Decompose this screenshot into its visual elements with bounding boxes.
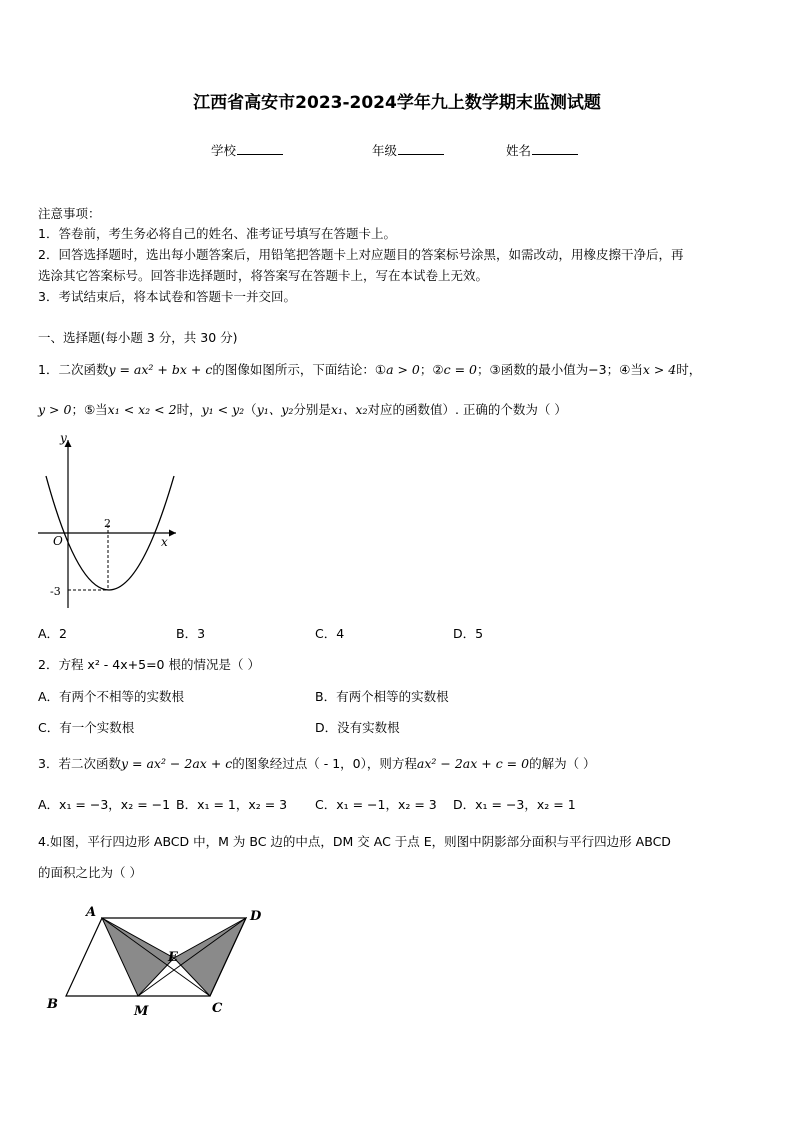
q3-equation: ax² − 2ax + c = 0 (416, 756, 530, 771)
school-label: 学校 (211, 143, 237, 158)
q4-stem-line1: 4.如图，平行四边形 ABCD 中，M 为 BC 边的中点，DM 交 AC 于点 E，则图中阴影部分面积与平行四边形 ABCD (38, 834, 671, 849)
q4-parallelogram-figure (40, 900, 280, 1025)
name-label: 姓名 (506, 143, 532, 158)
notes-item-2: 2．回答选择题时，选出每小题答案后，用铅笔把答题卡上对应题目的答案标号涂黑，如需改动，用橡皮擦干净后，再 (38, 247, 684, 262)
q1-text: ；② (419, 362, 444, 377)
q3-function: y = ax² − 2ax + c (120, 756, 233, 771)
name-field[interactable] (506, 141, 578, 159)
q1-y-values: y₁、y₂ (256, 402, 294, 417)
label-a: A (86, 905, 97, 920)
school-field[interactable] (211, 141, 283, 159)
q1-function: y = ax² + bx + c (108, 362, 213, 377)
y-axis-label: y (60, 431, 67, 445)
q1-option-a[interactable]: A．2 (38, 626, 68, 641)
name-blank[interactable] (532, 142, 578, 155)
q1-text: 分别是 (293, 402, 331, 417)
tick-y-neg3: -3 (50, 585, 61, 598)
label-c: C (212, 1001, 223, 1016)
label-d: D (250, 909, 262, 924)
q1-text: 时， (676, 362, 702, 377)
section-heading: 一、选择题(每小题 3 分，共 30 分) (38, 330, 238, 345)
q1-option-d[interactable]: D．5 (453, 626, 484, 641)
origin-label: O (53, 534, 63, 548)
q1-cond-5: x₁ < x₂ < 2 (107, 402, 177, 417)
shaded-triangle-dec (174, 918, 246, 996)
q3-option-a[interactable]: A．x₁ = −3，x₂ = −1 (38, 797, 171, 812)
q1-text: 对应的函数值）. 正确的个数为（ ） (367, 402, 567, 417)
q1-text: 时， (176, 402, 202, 417)
q3-text: 的图象经过点（ - 1，0），则方程 (232, 756, 417, 771)
q3-option-c[interactable]: C．x₁ = −1，x₂ = 3 (315, 797, 437, 812)
notes-item-3: 3．考试结束后，将本试卷和答题卡一并交回。 (38, 289, 296, 304)
q1-line2 (38, 400, 567, 418)
q1-text: ；③函数的最小值为−3；④当 (476, 362, 643, 377)
q1-option-c[interactable]: C．4 (315, 626, 345, 641)
q1-x-values: x₁、x₂ (330, 402, 368, 417)
q1-cond-5b: y₁ < y₂ (201, 402, 245, 417)
q1-number: 1．二次函数 (38, 362, 109, 377)
exam-title: 江西省高安市2023-2024学年九上数学期末监测试题 (193, 93, 601, 113)
q3-option-b[interactable]: B．x₁ = 1，x₂ = 3 (176, 797, 288, 812)
label-m: M (134, 1004, 149, 1019)
grade-label: 年级 (372, 143, 398, 158)
q1-text: （ (244, 402, 257, 417)
q1-cond-4: x > 4 (642, 362, 677, 377)
q2-option-b[interactable]: B．有两个相等的实数根 (315, 689, 449, 704)
q2-option-c[interactable]: C．有一个实数根 (38, 720, 135, 735)
q1-text: 的图像如图所示，下面结论：① (212, 362, 387, 377)
school-blank[interactable] (237, 142, 283, 155)
q1-parabola-graph (30, 428, 190, 613)
q1-cond-4b: y > 0 (38, 402, 72, 417)
q3-stem (38, 754, 596, 772)
q3-number: 3．若二次函数 (38, 756, 121, 771)
q1-text: ；⑤当 (71, 402, 108, 417)
grade-field[interactable] (372, 141, 444, 159)
q3-text: 的解为（ ） (529, 756, 596, 771)
x-axis-label: x (161, 535, 168, 549)
label-e: E (168, 950, 178, 965)
notes-heading: 注意事项： (38, 206, 101, 221)
q1-option-b[interactable]: B．3 (176, 626, 206, 641)
grade-blank[interactable] (398, 142, 444, 155)
q1-line1 (38, 360, 701, 378)
q2-stem: 2．方程 x² - 4x+5=0 根的情况是（ ） (38, 657, 260, 672)
label-b: B (47, 997, 58, 1012)
tick-x-2: 2 (104, 517, 111, 530)
shaded-triangle-ame (102, 918, 174, 996)
q3-option-d[interactable]: D．x₁ = −3，x₂ = 1 (453, 797, 576, 812)
q1-cond-1: a > 0 (386, 362, 420, 377)
q4-stem-line2: 的面积之比为（ ） (38, 865, 142, 880)
q1-cond-2: c = 0 (443, 362, 477, 377)
notes-item-1: 1．答卷前，考生务必将自己的姓名、准考证号填写在答题卡上。 (38, 226, 396, 241)
q2-option-d[interactable]: D．没有实数根 (315, 720, 400, 735)
notes-item-2-cont: 选涂其它答案标号。回答非选择题时，将答案写在答题卡上，写在本试卷上无效。 (38, 268, 489, 283)
q2-option-a[interactable]: A．有两个不相等的实数根 (38, 689, 185, 704)
